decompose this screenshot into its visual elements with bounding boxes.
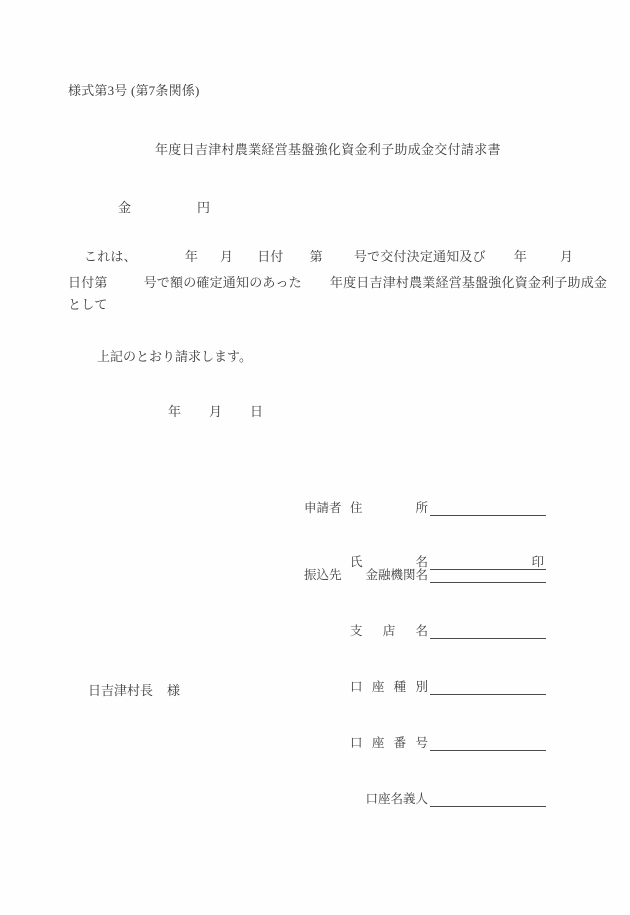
body-month-2: 月	[560, 249, 574, 264]
bank-account-number-input[interactable]	[430, 733, 546, 751]
bank-branch-row	[304, 613, 546, 639]
bank-institution-row	[304, 554, 546, 583]
bank-branch-input[interactable]	[430, 621, 546, 639]
body-datesuffix-2: 日付第	[68, 275, 108, 290]
bank-heading-spacer-3	[304, 733, 350, 751]
form-number: 様式第3号 (第7条関係)	[68, 83, 200, 98]
addressee-name: 日吉津村長	[88, 683, 154, 698]
request-statement: 上記のとおり請求します。	[97, 349, 252, 364]
sub-month-label: 月	[209, 404, 223, 419]
submission-date-line	[140, 401, 263, 420]
bank-account-holder-row	[304, 781, 546, 807]
body-text-intro: これは、	[84, 249, 137, 264]
bank-account-type-row	[304, 669, 546, 695]
bank-account-number-label: 口 座 番 号	[350, 736, 428, 750]
amount-unit: 円	[197, 200, 211, 215]
body-no-prefix-1: 第	[309, 249, 323, 264]
bank-transfer-block	[304, 527, 546, 837]
bank-heading-spacer-1	[304, 621, 350, 639]
bank-account-type-label: 口 座 種 別	[350, 680, 428, 694]
bank-institution-label: 金融機関名	[365, 568, 428, 582]
sub-day-label: 日	[250, 404, 264, 419]
body-line-2	[68, 272, 607, 291]
applicant-address-label: 住 所	[350, 501, 428, 515]
body-no-suffix-1: 号で交付決定通知及び	[353, 249, 486, 264]
body-year-1: 年	[184, 249, 199, 264]
body-line-3: として	[68, 297, 108, 312]
applicant-name-label: 氏 名	[350, 555, 428, 569]
sub-year-label: 年	[168, 404, 182, 419]
bank-account-holder-label: 口座名義人	[365, 792, 428, 806]
bank-account-holder-input[interactable]	[430, 789, 546, 807]
body-datesuffix-1: 日付	[257, 249, 284, 264]
body-line-1	[68, 246, 573, 265]
applicant-address-input[interactable]	[430, 498, 546, 516]
addressee-line	[88, 680, 180, 699]
bank-account-type-input[interactable]	[430, 677, 546, 695]
bank-heading-spacer-4	[304, 789, 350, 807]
applicant-address-row	[304, 492, 546, 516]
amount-label: 金	[118, 200, 132, 215]
body-month-1: 月	[220, 249, 234, 264]
body-subsidy-name: 年度日吉津村農業経営基盤強化資金利子助成金	[329, 275, 608, 290]
bank-account-number-row	[304, 725, 546, 751]
amount-row	[118, 197, 210, 216]
bank-heading-spacer-2	[304, 677, 350, 695]
body-year-2: 年	[513, 249, 528, 264]
document-title: 年度日吉津村農業経営基盤強化資金利子助成金交付請求書	[155, 142, 501, 157]
applicant-heading: 申請者	[304, 501, 342, 515]
bank-branch-label: 支 店 名	[350, 624, 428, 638]
addressee-honorific: 様	[167, 683, 181, 698]
bank-institution-input[interactable]	[430, 565, 546, 583]
body-confirm-text: 号で額の確定通知のあった	[143, 275, 302, 290]
seal-mark-icon: 印	[531, 554, 544, 569]
bank-heading: 振込先	[304, 568, 342, 582]
